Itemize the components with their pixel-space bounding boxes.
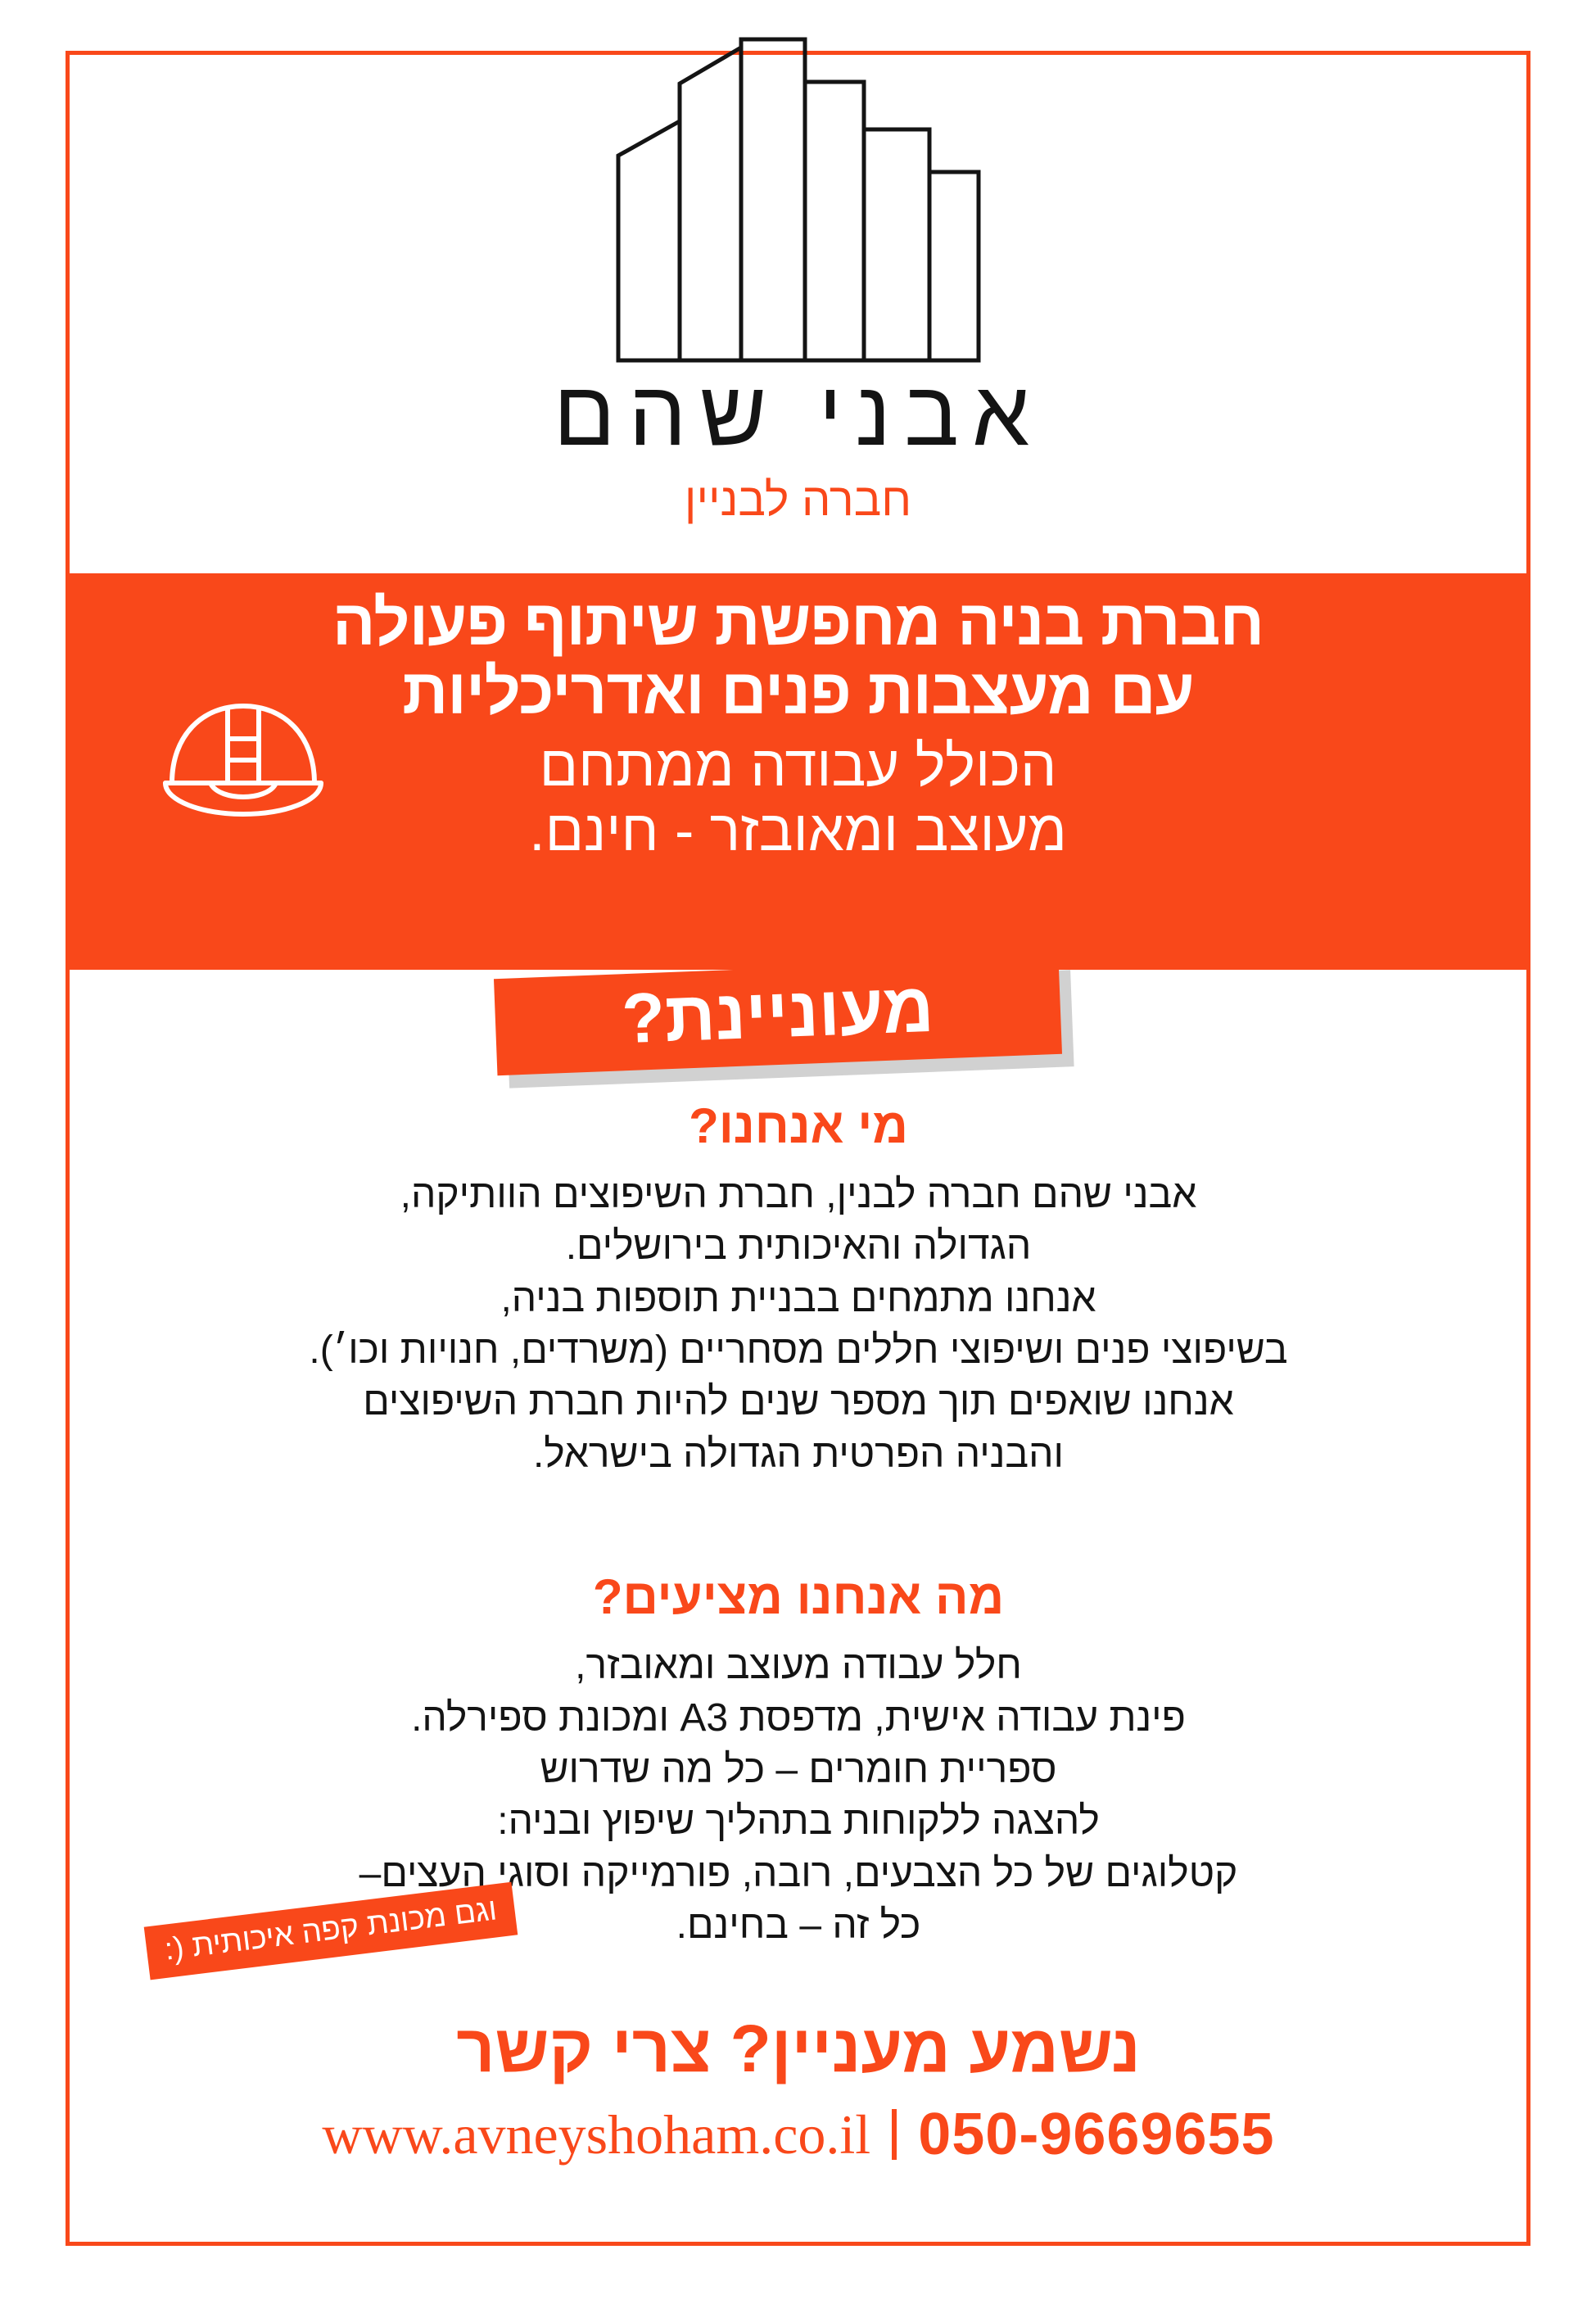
about-line: אנחנו מתמחים בבניית תוספות בניה, bbox=[500, 1276, 1096, 1320]
banner-headline-2: עם מעצבות פנים ואדריכליות bbox=[402, 655, 1194, 728]
interest-tag-label: מעוניינת? bbox=[620, 967, 936, 1059]
brand-name: אבני שהם bbox=[553, 362, 1043, 464]
footer-cta: נשמע מעניין? צרי קשר bbox=[456, 2012, 1141, 2086]
headline-banner bbox=[66, 573, 1530, 970]
offer-line: להצגה ללקוחות בתהליך שיפוץ ובניה: bbox=[497, 1799, 1100, 1844]
contact-divider bbox=[892, 2109, 897, 2160]
offer-line: כל זה – בחינם. bbox=[676, 1903, 921, 1947]
brand-tagline: חברה לבניין bbox=[684, 473, 912, 525]
buildings-outline-icon bbox=[569, 33, 1028, 377]
offer-line: חלל עבודה מעוצב ומאובזר, bbox=[575, 1644, 1022, 1688]
about-line: והבניה הפרטית הגדולה בישראל. bbox=[532, 1432, 1065, 1476]
coffee-stamp: וגם מכונת קפה איכותית (: bbox=[144, 1882, 518, 1980]
phone-number[interactable]: 050-9669655 bbox=[918, 2102, 1275, 2167]
footer-contact bbox=[98, 2101, 1499, 2168]
about-line: בשיפוצי פנים ושיפוצי חללים מסחריים (משרדים, חנויות וכו׳). bbox=[309, 1328, 1288, 1373]
banner-sub-1: הכולל עבודה ממתחם bbox=[539, 734, 1057, 799]
banner-sub-2: מעוצב ומאובזר - חינם. bbox=[529, 798, 1067, 862]
about-heading: מי אנחנו? bbox=[689, 1098, 908, 1153]
offer-line: פינת עבודה אישית, מדפסת A3 ומכונת ספירלה. bbox=[411, 1695, 1186, 1740]
footer bbox=[98, 2011, 1499, 2168]
about-line: הגדולה והאיכותית בירושלים. bbox=[565, 1224, 1032, 1269]
brand-logo bbox=[0, 33, 1596, 526]
banner-headline-1: חברת בניה מחפשת שיתוף פעולה bbox=[332, 586, 1264, 659]
body-content bbox=[98, 1098, 1499, 1951]
about-line: אנחנו שואפים תוך מספר שנים להיות חברת השיפוצים bbox=[363, 1380, 1234, 1424]
about-line: אבני שהם חברה לבנין, חברת השיפוצים הוותיקה, bbox=[400, 1173, 1197, 1216]
offer-heading: מה אנחנו מציעים? bbox=[592, 1569, 1005, 1625]
offer-line: קטלוגים של כל הצבעים, רובה, פורמייקה וסוגי העצים– bbox=[359, 1851, 1238, 1895]
offer-line: ספריית חומרים – כל מה שדרוש bbox=[540, 1747, 1057, 1791]
about-paragraph bbox=[98, 1169, 1499, 1480]
offer-paragraph bbox=[98, 1640, 1499, 1951]
hard-hat-icon bbox=[157, 678, 329, 842]
website-link[interactable]: www.avneyshoham.co.il bbox=[322, 2102, 871, 2166]
